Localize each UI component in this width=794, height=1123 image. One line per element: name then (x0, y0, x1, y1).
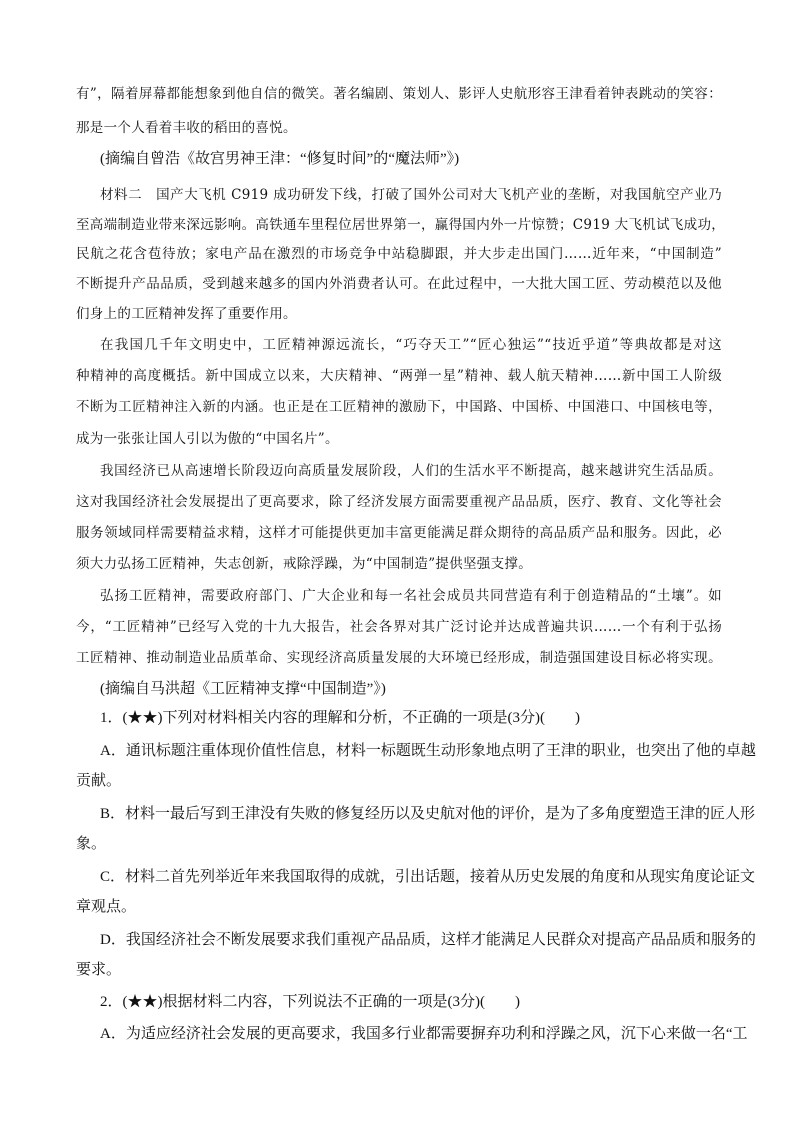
material2-para3-line: 须大力弘扬工匠精神，失志创新，戒除浮躁，为“中国制造”提供坚强支撑。 (76, 556, 533, 572)
option-a: A．为适应经济社会发展的更高要求，我国多行业都需要摒弃功利和浮躁之风，沉下心来做一名“工 (100, 1026, 748, 1042)
question-stem: 2．(★★)根据材料二内容，下列说法不正确的一项是(3分)( ) (100, 994, 520, 1010)
material2-para2-line: 在我国几千年文明史中，工匠精神源远流长，“巧夺天工”“匠心独运”“技近乎道”等典故都是对这 (100, 337, 722, 353)
material2-para4-line: 今，“工匠精神”已经写入党的十九大报告，社会各界对其广泛讨论并达成普遍共识……一个有利于弘扬 (76, 619, 722, 635)
material2-para2-line: 不断为工匠精神注入新的内涵。也正是在工匠精神的激励下，中国路、中国桥、中国港口、中国核电等， (76, 399, 722, 415)
option-c-continued: 章观点。 (76, 899, 137, 915)
option-b-continued: 象。 (76, 836, 107, 852)
source-citation: (摘编自曾浩《故宫男神王津：“修复时间”的“魔法师”》) (100, 151, 460, 167)
material2-para4-line: 工匠精神、推动制造业品质革命、实现经济高质量发展的大环境已经形成，制造强国建设目标必将实现。 (76, 650, 722, 666)
material2-para1-line: 至高端制造业带来深远影响。高铁通车里程位居世界第一，赢得国内外一片惊赞；C919 大飞机试飞成功， (76, 217, 726, 233)
material2-para1-line: 民航之花含苞待放；家电产品在激烈的市场竞争中站稳脚跟，并大步走出国门……近年来，“中国制造” (76, 246, 722, 262)
material2-para1-line: 们身上的工匠精神发挥了重要作用。 (76, 306, 297, 322)
material2-para4-line: 弘扬工匠精神，需要政府部门、广大企业和每一名社会成员共同营造有利于创造精品的“土壤”。如 (100, 588, 722, 604)
material2-para3-line: 我国经济已从高速增长阶段迈向高质量发展阶段，人们的生活水平不断提高，越来越讲究生活品质。 (100, 463, 722, 479)
material1-tail-line: 那是一个人看着丰收的稻田的喜悦。 (76, 120, 297, 136)
option-a-continued: 贡献。 (76, 773, 122, 789)
source-citation: (摘编自马洪超《工匠精神支撑“中国制造”》) (100, 681, 386, 697)
question-stem: 1．(★★)下列对材料相关内容的理解和分析，不正确的一项是(3分)( ) (100, 710, 580, 726)
material2-para1-line: 材料二 国产大飞机 C919 成功研发下线，打破了国外公司对大飞机产业的垄断，对我国航空产业乃 (100, 187, 722, 203)
material2-para2-line: 种精神的高度概括。新中国成立以来，大庆精神、“两弹一星”精神、载人航天精神……新中国工人阶级 (76, 368, 722, 384)
material2-para2-line: 成为一张张让国人引以为傲的“中国名片”。 (76, 431, 339, 447)
material1-tail-line: 有”，隔着屏幕都能想象到他自信的微笑。著名编剧、策划人、影评人史航形容王津看着钟表跳动的笑容： (76, 86, 722, 102)
material2-para3-line: 服务领域同样需要精益求精，这样才可能提供更加丰富更能满足群众期待的高品质产品和服务。因此，必 (76, 525, 722, 541)
material2-para1-line: 不断提升产品品质，受到越来越多的国内外消费者认可。在此过程中，一大批大国工匠、劳动模范以及他 (76, 276, 722, 292)
option-a: A．通讯标题注重体现价值性信息，材料一标题既生动形象地点明了王津的职业，也突出了他的卓越 (100, 743, 756, 759)
material2-para3-line: 这对我国经济社会发展提出了更高要求，除了经济发展方面需要重视产品品质，医疗、教育、文化等社会 (76, 494, 722, 510)
option-b: B．材料一最后写到王津没有失败的修复经历以及史航对他的评价，是为了多角度塑造王津的匠人形 (100, 806, 756, 822)
option-d-continued: 要求。 (76, 962, 122, 978)
option-c: C．材料二首先列举近年来我国取得的成就，引出话题，接着从历史发展的角度和从现实角度论证文 (100, 869, 756, 885)
option-d: D．我国经济社会不断发展要求我们重视产品品质，这样才能满足人民群众对提高产品品质和服务的 (100, 932, 756, 948)
